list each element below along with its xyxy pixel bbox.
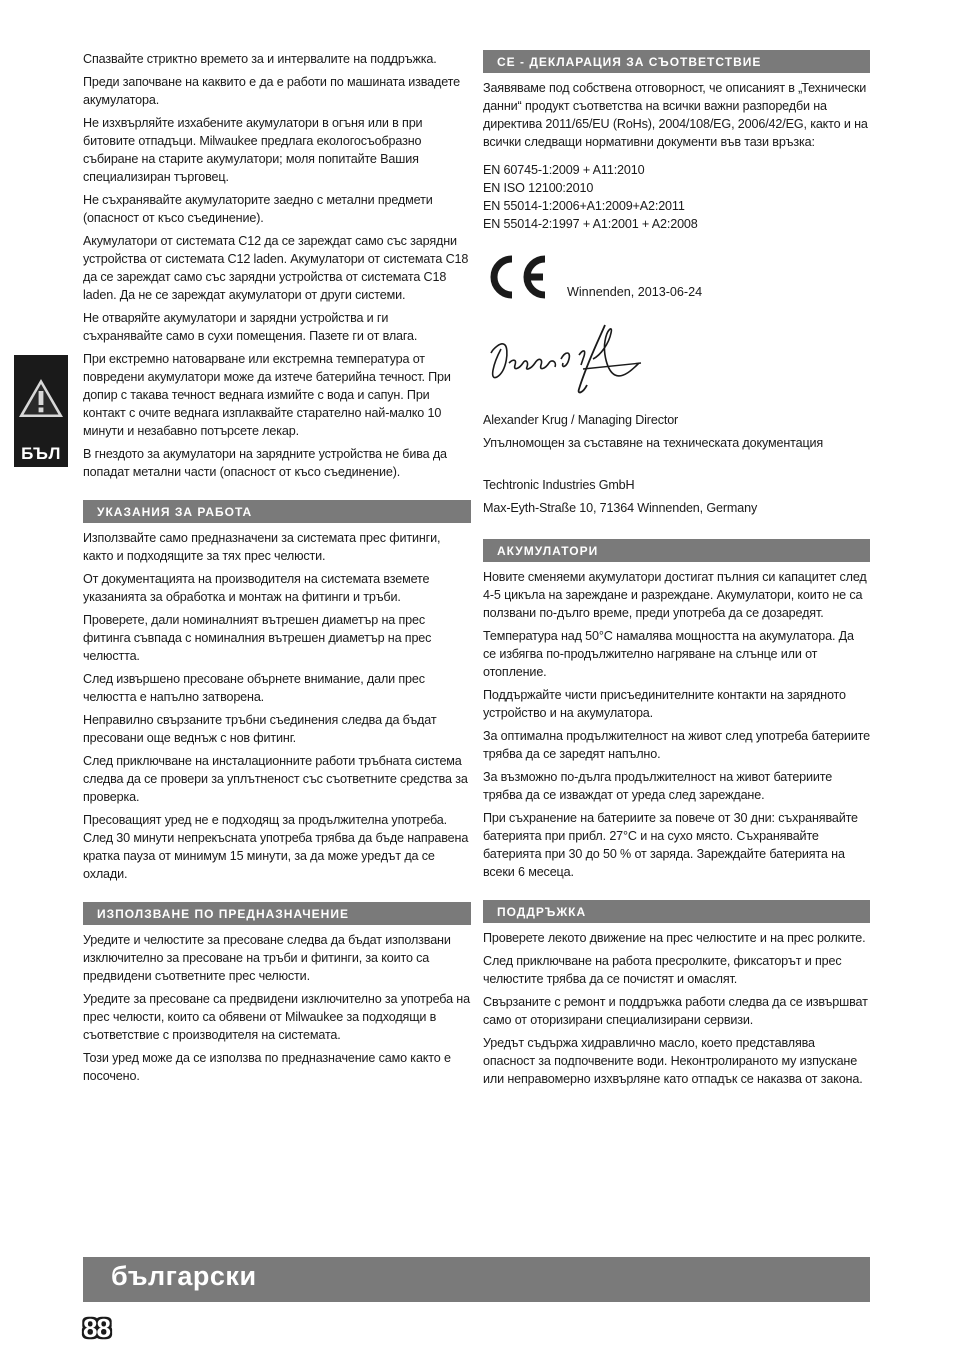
right-column xyxy=(483,50,870,1093)
paragraph: Използвайте само предназначени за системата прес фитинги, както и подходящите за тях прес челюсти. xyxy=(83,531,441,563)
section-heading-work-instructions: УКАЗАНИЯ ЗА РАБОТА xyxy=(83,500,471,523)
paragraph: След приключване на инсталационните работи тръбната система следва да се провери за уплътненост със съответните средства за проверка. xyxy=(83,754,468,804)
footer-language-bar xyxy=(83,1257,870,1302)
section-heading-maintenance: ПОДДРЪЖКА xyxy=(483,900,870,923)
intended-use-section xyxy=(83,931,471,1085)
paragraph: Не съхранявайте акумулаторите заедно с метални предмети (опасност от късо съединение). xyxy=(83,193,433,225)
paragraph: След извършено пресоване обърнете внимание, дали прес челюстта е напълно затворена. xyxy=(83,672,425,704)
language-code: БЪЛ xyxy=(21,444,61,463)
ce-declaration-text: Заявяваме под собствена отговорност, че описаният в „Технически данни“ продукт съответства на всички важни разпоредби на директива 2011/65/EU (RoHs), 2004/108/EG, 2006/42/EG, както и на всички следващи нормативни документи във тази връзка: xyxy=(483,81,868,149)
paragraph: В гнездото за акумулатори на зарядните устройства не бива да попадат метални части (опасност от късо съединение). xyxy=(83,447,447,479)
authorization-note: Упълномощен за съставяне на техническата документация xyxy=(483,436,824,450)
paragraph: Температура над 50°C намалява мощността на акумулатора. Да се избягва по-продължително нагряване на слънце или от отопление. xyxy=(483,629,854,679)
standards-list xyxy=(483,161,870,233)
footer-language-title: български xyxy=(111,1261,257,1291)
standard-item: EN 60745-1:2009 + A11:2010 xyxy=(483,163,645,177)
company-name: Techtronic Industries GmbH xyxy=(483,478,635,492)
paragraph: При екстремно натоварване или екстремна температура от повредени акумулатори може да изтече батерийна течност. При допир с такава течност веднага измийте с вода и сапун. При контакт с очите веднага изплаквайте старателно най-малко 10 минути и незабавно потърсете лекар. xyxy=(83,352,451,438)
paragraph: Не отваряйте акумулатори и зарядни устройства и ги съхранявайте само в сухи помещения. Пазете ги от влага. xyxy=(83,311,418,343)
paragraph: Уредите и челюстите за пресоване следва да бъдат използвани изключително за пресоване на тръби и фитинги, за които са предвидени съответните прес челюсти. xyxy=(83,933,451,983)
section-heading-intended-use: ИЗПОЛЗВАНЕ ПО ПРЕДНАЗНАЧЕНИЕ xyxy=(83,902,471,925)
company-address: Max-Eyth-Straße 10, 71364 Winnenden, Germany xyxy=(483,501,758,515)
page-number: 88 xyxy=(83,1313,110,1343)
paragraph: Преди започване на каквито е да е работи по машината извадете акумулатора. xyxy=(83,75,460,107)
standard-item: EN 55014-2:1997 + A1:2001 + A2:2008 xyxy=(483,217,698,231)
signature xyxy=(483,319,870,409)
paragraph: За възможно по-дълга продължителност на живот батериите трябва да се изваждат от уреда след зареждане. xyxy=(483,770,833,802)
safety-intro xyxy=(83,50,471,481)
warning-triangle-icon xyxy=(17,377,65,419)
paragraph: Пресоващият уред не е подходящ за продължителна употреба. След 30 минути непрекъсната употреба трябва да бъде направена кратка пауза от минимум 15 минути, за да може уредът да се охлади. xyxy=(83,813,469,881)
paragraph: Проверете лекото движение на прес челюстите и на прес ролките. xyxy=(483,931,866,945)
standard-item: EN 55014-1:2006+A1:2009+A2:2011 xyxy=(483,199,685,213)
paragraph: За оптимална продължителност на живот след употреба батериите трябва да се заредят напълно. xyxy=(483,729,871,761)
handwritten-signature xyxy=(483,319,653,409)
paragraph: При съхранение на батериите за повече от 30 дни: съхранявайте батерията при прибл. 27°C и на сухо място. Съхранявайте батерията при 30 до 50 % от заряда. Зареждайте батерията на всеки 6 месеца. xyxy=(483,811,858,879)
ce-mark-row xyxy=(483,245,870,301)
paragraph: Спазвайте стриктно времето за и интервалите на поддръжка. xyxy=(83,52,437,66)
paragraph: Поддържайте чисти присъединителните контакти на зарядното устройство и на акумулатора. xyxy=(483,688,846,720)
paragraph: Уредите за пресоване са предвидени изключително за употреба на прес челюсти, които са обявени от Milwaukee за подходящи в съответствие с производителя на системата. xyxy=(83,992,470,1042)
paragraph: От документацията на производителя на системата вземете указанията за обработка и монтаж на фитинги и тръби. xyxy=(83,572,430,604)
paragraph: Този уред може да се използва по предназначение само както е посочено. xyxy=(83,1051,451,1083)
paragraph: Неправилно свързаните тръбни съединения следва да бъдат пресовани още веднъж с нов фитинг. xyxy=(83,713,437,745)
maintenance-section xyxy=(483,929,870,1088)
paragraph: Уредът съдържа хидравлично масло, което представлява опасност за подпочвените води. Неконтролираното му изпускане или неправомерно изхвърляне като отпадък се наказва от закона. xyxy=(483,1036,863,1086)
signatory: Alexander Krug / Managing Director xyxy=(483,413,679,427)
paragraph: Акумулатори от системата C12 да се зареждат само със зарядни устройства от системата C12 laden. Акумулатори от системата C18 да се зареждат само със зарядни устройства от системата C18 laden. Да не се зареждат акумулатори от други системи. xyxy=(83,234,469,302)
section-heading-batteries: АКУМУЛАТОРИ xyxy=(483,539,870,562)
paragraph: Не изхвърляйте изхабените акумулатори в огъня или в при битовите отпадъци. Milwaukee предлага екологосъобразно събиране на старите акумулатори; моля попитайте Вашия специализиран търговец. xyxy=(83,116,423,184)
standard-item: EN ISO 12100:2010 xyxy=(483,181,594,195)
section-heading-ce-declaration: CE - ДЕКЛАРАЦИЯ ЗА СЪОТВЕТСТВИЕ xyxy=(483,50,870,73)
paragraph: След приключване на работа пресролките, фиксаторът и прес челюстите трябва да се почистят и омаслят. xyxy=(483,954,842,986)
place-date: Winnenden, 2013-06-24 xyxy=(567,285,703,299)
paragraph: Новите сменяеми акумулатори достигат пълния си капацитет след 4-5 цикъла на зареждане и разреждане. Акумулатори, които не са ползвани по-дълго време, преди употреба да се дозаредят. xyxy=(483,570,867,620)
work-instructions-section xyxy=(83,529,471,883)
batteries-section xyxy=(483,568,870,881)
language-side-tab xyxy=(14,355,68,467)
left-column xyxy=(83,50,471,1090)
ce-mark-logo xyxy=(483,253,549,301)
paragraph: Свързаните с ремонт и поддръжка работи следва да се извършват само от оторизирани специализирани сервизи. xyxy=(483,995,868,1027)
paragraph: Проверете, дали номиналният вътрешен диаметър на прес фитинга съвпада с номиналния вътрешен диаметър на прес челюстта. xyxy=(83,613,432,663)
